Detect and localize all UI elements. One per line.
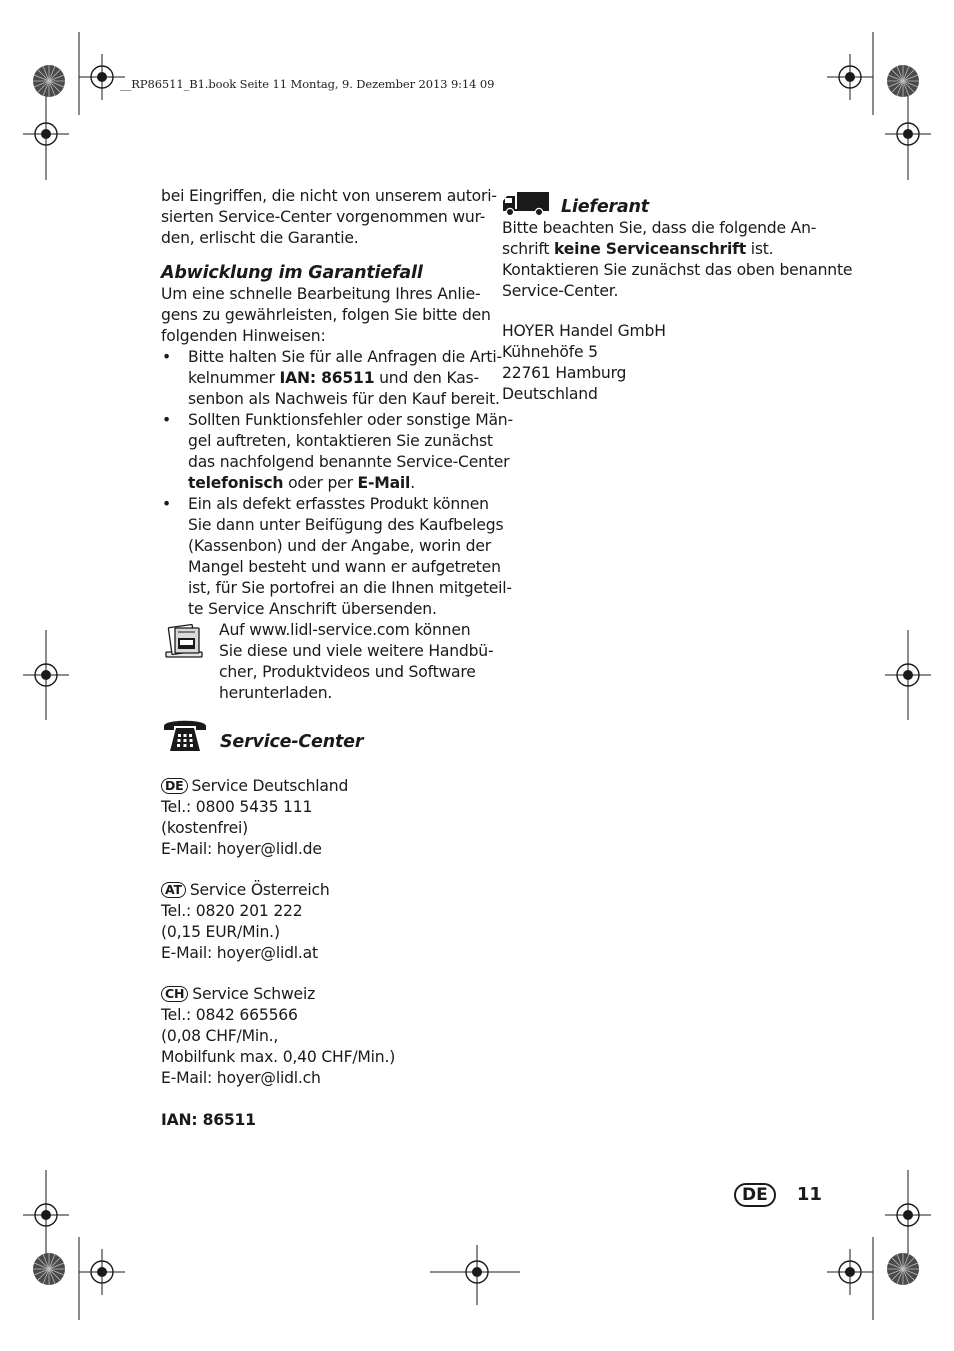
phone-number: Tel.: 0820 201 222 [161, 902, 303, 920]
text-line: ist, für Sie portofrei an die Ihnen mitgeteil- [188, 579, 512, 597]
text-line: bei Eingriffen, die nicht von unserem autori- [161, 187, 497, 205]
registration-mark-icon [79, 54, 125, 100]
text-line [161, 776, 491, 797]
telephone-icon [162, 717, 208, 753]
text-line [188, 473, 491, 494]
color-target-icon [886, 1252, 920, 1286]
ian-number: IAN: 86511 [279, 369, 375, 387]
text-line: Sie dann unter Beifügung des Kaufbelegs [188, 516, 504, 534]
address-line: 22761 Hamburg [502, 364, 627, 382]
bold-term: E-Mail [357, 474, 411, 492]
registration-mark-icon [23, 1192, 69, 1238]
truck-icon [502, 191, 550, 217]
color-target-icon [32, 64, 66, 98]
text-line: folgenden Hinweisen: [161, 327, 326, 345]
text-line: (Kassenbon) und der Angabe, worin der [188, 537, 491, 555]
text-line: Sie diese und viele weitere Handbü- [219, 642, 494, 660]
text-line: den, erlischt die Garantie. [161, 229, 359, 247]
bullet-item [161, 347, 502, 410]
bullet-item [161, 410, 513, 494]
text-span: schrift [502, 240, 555, 258]
address-line: Deutschland [502, 385, 598, 403]
phone-number: Tel.: 0842 665566 [161, 1006, 298, 1024]
service-title: Service Deutschland [191, 777, 349, 795]
country-badge-ch: CH [161, 986, 188, 1002]
service-center-heading: Service-Center [220, 732, 364, 752]
bullet-dot: • [162, 411, 171, 429]
text-span: kelnummer [188, 369, 280, 387]
supplier-address [502, 321, 842, 405]
print-header: __RP86511_B1.book Seite 11 Montag, 9. Dezember 2013 9:14 09 [120, 77, 495, 91]
left-column [161, 186, 513, 1131]
right-column [502, 190, 853, 405]
page-footer [734, 1183, 822, 1207]
service-title: Service Schweiz [192, 985, 316, 1003]
text-span: ist. [745, 240, 774, 258]
text-line: herunterladen. [219, 684, 333, 702]
text-line: Ein als defekt erfasstes Produkt können [188, 495, 489, 513]
registration-mark-icon [23, 652, 69, 698]
service-title: Service Österreich [189, 881, 330, 899]
address-line: Kühnehöfe 5 [502, 343, 598, 361]
phone-number: Tel.: 0800 5435 111 [161, 798, 313, 816]
ian-label: IAN: 86511 [161, 1111, 256, 1129]
bold-term: keine Serviceanschrift [554, 240, 746, 258]
service-at [161, 880, 491, 964]
country-badge-de: DE [161, 778, 188, 794]
price-note: (kostenfrei) [161, 819, 248, 837]
registration-mark-icon [79, 1249, 125, 1295]
text-line: Bitte beachten Sie, dass die folgende An- [502, 219, 817, 237]
supplier-heading: Lieferant [561, 197, 649, 217]
text-line: Bitte halten Sie für alle Anfragen die Arti- [188, 348, 502, 366]
registration-mark-icon [885, 652, 931, 698]
text-line [161, 880, 491, 901]
registration-mark-icon [827, 54, 873, 100]
registration-mark-icon [23, 111, 69, 157]
text-line: gens zu gewährleisten, folgen Sie bitte den [161, 306, 491, 324]
registration-mark-icon [454, 1249, 500, 1295]
service-center-heading-row [161, 718, 491, 758]
email-address: E-Mail: hoyer@lidl.ch [161, 1069, 321, 1087]
text-line: gel auftreten, kontaktieren Sie zunächst [188, 432, 493, 450]
text-line: Kontaktieren Sie zunächst das oben benannte [502, 261, 853, 279]
language-badge: DE [734, 1183, 776, 1207]
email-address: E-Mail: hoyer@lidl.de [161, 840, 322, 858]
warranty-intro [161, 284, 491, 347]
text-line: te Service Anschrift übersenden. [188, 600, 437, 618]
bullet-dot: • [162, 348, 171, 366]
bold-term: telefonisch [188, 474, 284, 492]
text-line [188, 368, 491, 389]
download-icon [163, 622, 205, 660]
service-de [161, 776, 491, 860]
text-span: und den Kas- [374, 369, 479, 387]
text-line: cher, Produktvideos und Software [219, 663, 476, 681]
text-line: Sollten Funktionsfehler oder sonstige Män- [188, 411, 513, 429]
bullet-dot: • [162, 495, 171, 513]
intro-paragraph [161, 186, 497, 249]
price-note: (0,15 EUR/Min.) [161, 923, 280, 941]
email-address: E-Mail: hoyer@lidl.at [161, 944, 318, 962]
text-line: Um eine schnelle Bearbeitung Ihres Anlie- [161, 285, 481, 303]
text-line: Service-Center. [502, 282, 619, 300]
text-line: das nachfolgend benannte Service-Center [188, 453, 510, 471]
service-ch [161, 984, 491, 1089]
text-line [502, 239, 842, 260]
warranty-heading: Abwicklung im Garantiefall [161, 263, 423, 283]
supplier-note [502, 218, 853, 302]
text-line: sierten Service-Center vorgenommen wur- [161, 208, 486, 226]
text-line [161, 984, 491, 1005]
download-note [161, 620, 494, 704]
country-badge-at: AT [161, 882, 186, 898]
page-number: 11 [796, 1184, 822, 1205]
price-note: Mobilfunk max. 0,40 CHF/Min.) [161, 1048, 396, 1066]
address-line: HOYER Handel GmbH [502, 322, 666, 340]
bullet-item [161, 494, 512, 620]
text-span: oder per [283, 474, 358, 492]
price-note: (0,08 CHF/Min., [161, 1027, 279, 1045]
text-line: Mangel besteht und wann er aufgetreten [188, 558, 501, 576]
supplier-heading-row [502, 190, 842, 218]
registration-mark-icon [885, 111, 931, 157]
text-line: senbon als Nachweis für den Kauf bereit. [188, 390, 500, 408]
text-span: . [410, 474, 415, 492]
text-line: Auf www.lidl-service.com können [219, 621, 471, 639]
registration-mark-icon [827, 1249, 873, 1295]
color-target-icon [32, 1252, 66, 1286]
registration-mark-icon [885, 1192, 931, 1238]
color-target-icon [886, 64, 920, 98]
